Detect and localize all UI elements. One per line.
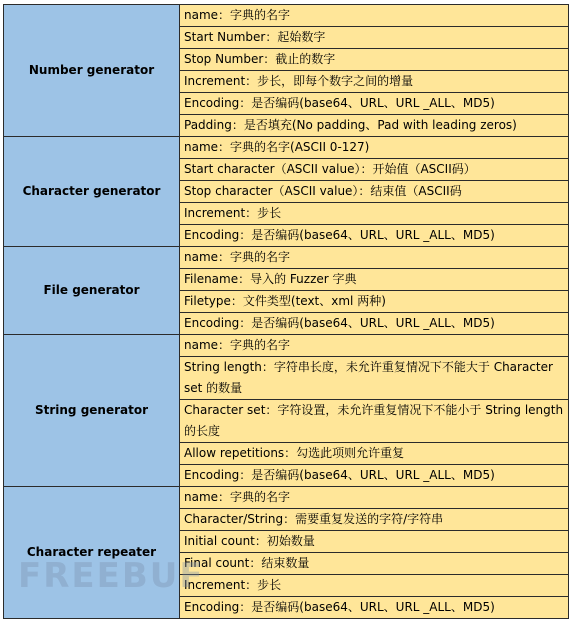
param-cell: Start Number：起始数字 <box>180 27 569 49</box>
generator-parameter-table <box>3 4 569 619</box>
param-cell: Final count：结束数量 <box>180 553 569 575</box>
table-row <box>4 137 569 159</box>
param-cell: Filetype：文件类型(text、xml 两种) <box>180 291 569 313</box>
generator-name-character: Character generator <box>4 137 180 247</box>
param-cell: Encoding：是否编码(base64、URL、URL _ALL、MD5) <box>180 597 569 619</box>
table-row <box>4 247 569 269</box>
generator-name-repeater: Character repeater <box>4 487 180 619</box>
param-cell: name：字典的名字 <box>180 335 569 357</box>
param-cell: String length：字符串长度，未允许重复情况下不能大于 Character set 的数量 <box>180 357 569 400</box>
table-row <box>4 335 569 357</box>
param-cell: Padding：是否填充(No padding、Pad with leading zeros) <box>180 115 569 137</box>
param-cell: Encoding：是否编码(base64、URL、URL _ALL、MD5) <box>180 225 569 247</box>
param-cell: Character/String：需要重复发送的字符/字符串 <box>180 509 569 531</box>
generator-name-number: Number generator <box>4 5 180 137</box>
param-cell: Stop Number：截止的数字 <box>180 49 569 71</box>
param-cell: Encoding：是否编码(base64、URL、URL _ALL、MD5) <box>180 465 569 487</box>
param-cell: Encoding：是否编码(base64、URL、URL _ALL、MD5) <box>180 93 569 115</box>
param-cell: Increment：步长 <box>180 575 569 597</box>
param-cell: Filename：导入的 Fuzzer 字典 <box>180 269 569 291</box>
param-cell: name：字典的名字 <box>180 487 569 509</box>
param-cell: name：字典的名字 <box>180 247 569 269</box>
param-cell: name：字典的名字 <box>180 5 569 27</box>
param-cell: Encoding：是否编码(base64、URL、URL _ALL、MD5) <box>180 313 569 335</box>
param-cell: Character set：字符设置，未允许重复情况下不能小于 String length 的长度 <box>180 400 569 443</box>
table-row <box>4 5 569 27</box>
freebuf-watermark: FREEBUF <box>18 556 205 596</box>
param-cell: Start character（ASCII value）：开始值（ASCII码） <box>180 159 569 181</box>
generator-name-file: File generator <box>4 247 180 335</box>
param-cell: Increment：步长，即每个数字之间的增量 <box>180 71 569 93</box>
param-cell: Stop character（ASCII value）：结束值（ASCII码 <box>180 181 569 203</box>
param-cell: Increment：步长 <box>180 203 569 225</box>
generator-name-string: String generator <box>4 335 180 487</box>
param-cell: Initial count：初始数量 <box>180 531 569 553</box>
param-cell: Allow repetitions：勾选此项则允许重复 <box>180 443 569 465</box>
table-row <box>4 487 569 509</box>
param-cell: name：字典的名字(ASCII 0-127) <box>180 137 569 159</box>
